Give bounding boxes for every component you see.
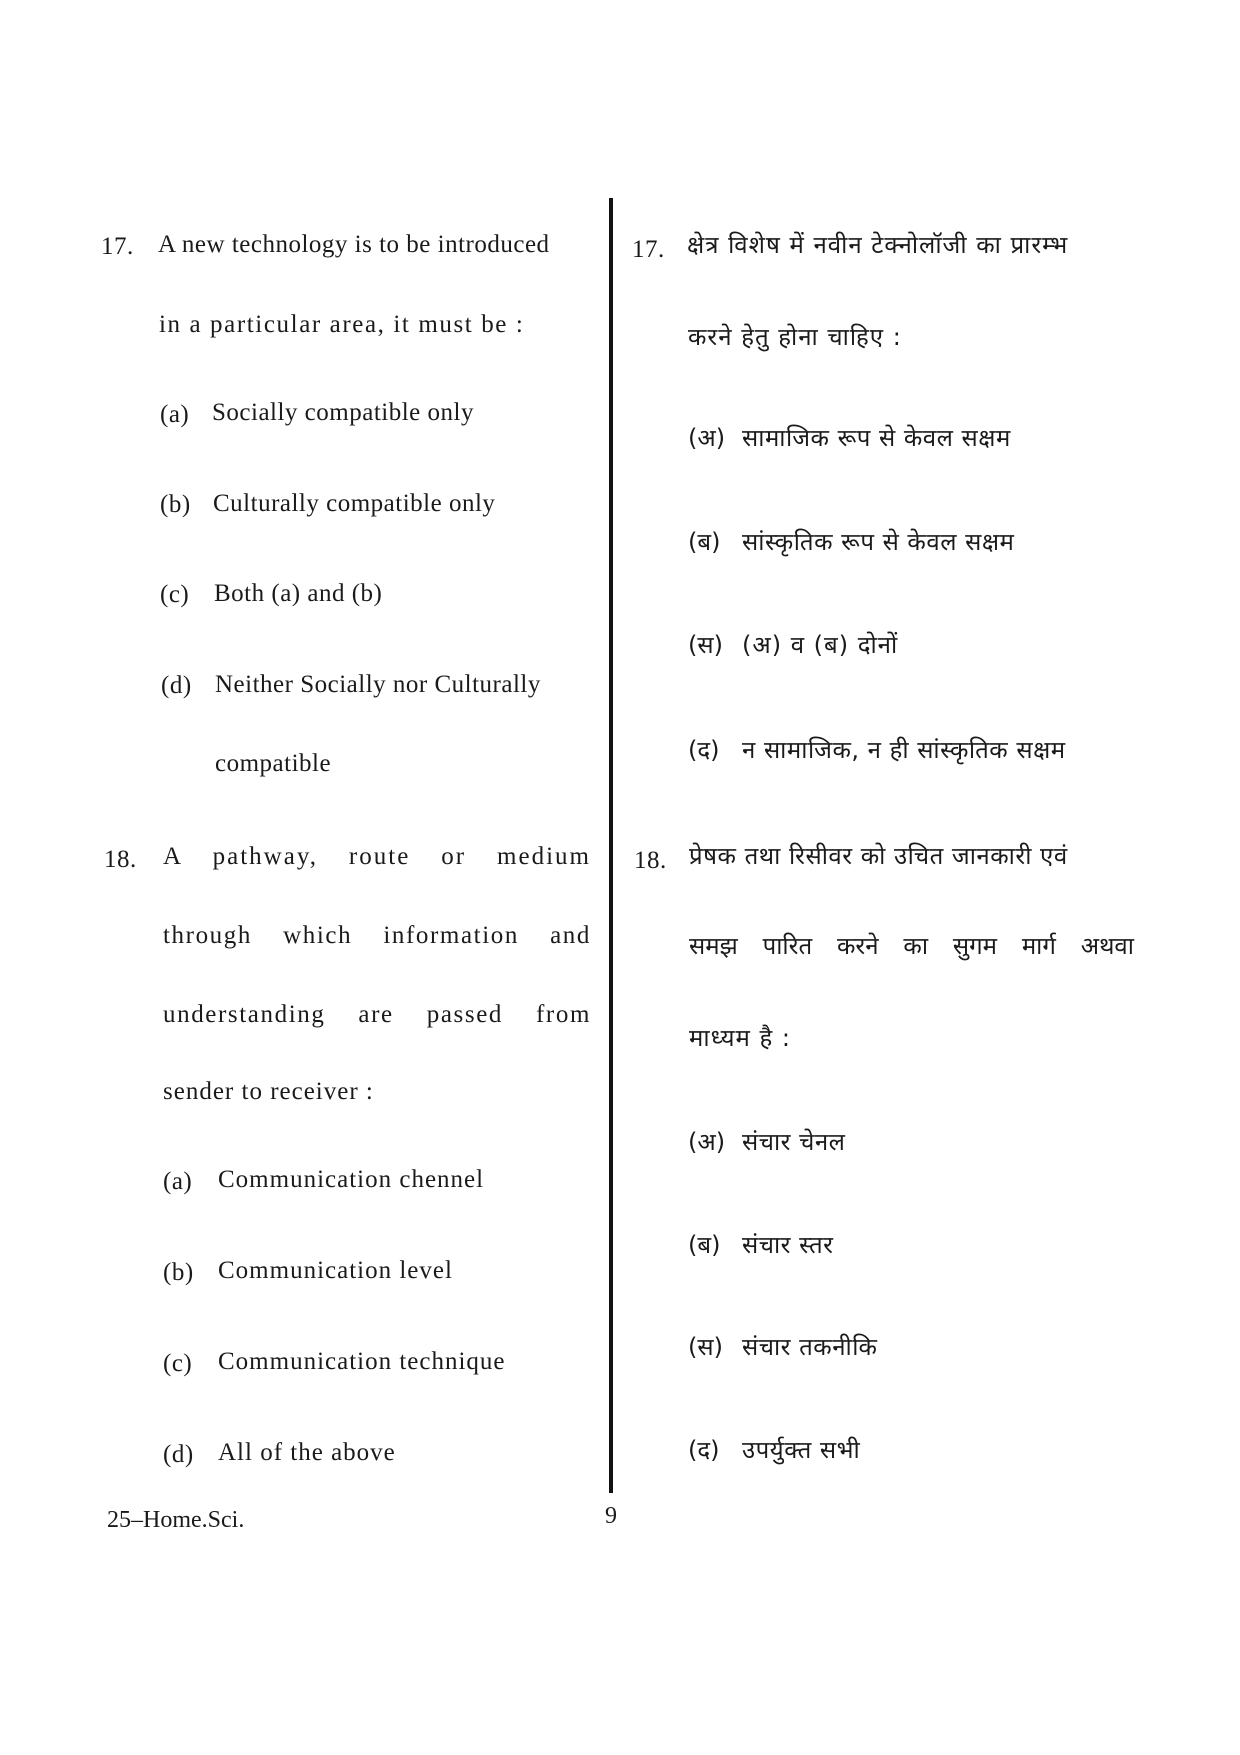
option-label: (b) — [160, 491, 191, 518]
option-text: सांस्कृतिक रूप से केवल सक्षम — [742, 528, 1015, 556]
option-label: (d) — [161, 672, 192, 699]
question-number: 18. — [634, 847, 667, 874]
option-text: संचार तकनीकि — [742, 1333, 878, 1361]
option-text-continued: compatible — [215, 750, 332, 777]
option-text: (अ) व (ब) दोनों — [742, 631, 899, 659]
option-text: उपर्युक्त सभी — [742, 1436, 861, 1464]
question-stem-line: understanding are passed from — [163, 1001, 591, 1028]
option-label: (d) — [163, 1441, 194, 1468]
option-label: (अ) — [688, 1128, 726, 1156]
option-label: (द) — [688, 1436, 720, 1464]
option-text: Culturally compatible only — [213, 490, 496, 517]
option-text: सामाजिक रूप से केवल सक्षम — [742, 424, 1011, 452]
option-label: (ब) — [688, 1231, 721, 1259]
question-stem-line: क्षेत्र विशेष में नवीन टेक्नोलॉजी का प्रारम्भ — [687, 231, 1069, 259]
question-number: 17. — [632, 236, 665, 263]
option-text: न सामाजिक, न ही सांस्कृतिक सक्षम — [742, 736, 1066, 764]
option-label: (अ) — [688, 424, 726, 452]
option-text: Socially compatible only — [212, 399, 474, 426]
option-text: All of the above — [218, 1439, 396, 1466]
option-text: Communication level — [218, 1257, 453, 1284]
question-stem-line: प्रेषक तथा रिसीवर को उचित जानकारी एवं — [689, 842, 1068, 870]
question-stem-line: sender to receiver : — [163, 1078, 374, 1105]
option-label: (c) — [163, 1350, 193, 1377]
question-number: 17. — [101, 233, 134, 260]
option-text: संचार चेनल — [742, 1128, 846, 1156]
option-text: Communication technique — [218, 1348, 506, 1375]
option-text: Neither Socially nor Culturally — [215, 671, 541, 698]
option-label: (a) — [160, 401, 190, 428]
question-stem-line: in a particular area, it must be : — [159, 311, 525, 338]
option-label: (स) — [688, 631, 723, 659]
option-label: (ब) — [688, 528, 721, 556]
column-divider — [609, 198, 613, 1493]
question-stem-line: A pathway, route or medium — [163, 843, 591, 870]
option-label: (a) — [163, 1168, 193, 1195]
question-stem-line: A new technology is to be introduced — [158, 231, 550, 258]
option-text: Both (a) and (b) — [214, 580, 383, 607]
question-stem-line: समझ पारित करने का सुगम मार्ग अथवा — [689, 932, 1134, 960]
question-number: 18. — [104, 846, 137, 873]
option-label: (स) — [688, 1333, 723, 1361]
option-label: (द) — [688, 736, 720, 764]
page-number: 9 — [605, 1503, 617, 1529]
option-label: (c) — [160, 581, 190, 608]
question-stem-line: माध्यम है : — [689, 1024, 791, 1052]
option-text: Communication chennel — [218, 1166, 485, 1193]
question-stem-line: through which information and — [163, 922, 591, 949]
question-stem-line: करने हेतु होना चाहिए : — [688, 323, 902, 351]
paper-code: 25–Home.Sci. — [107, 1507, 245, 1533]
option-label: (b) — [163, 1259, 194, 1286]
option-text: संचार स्तर — [742, 1231, 834, 1259]
